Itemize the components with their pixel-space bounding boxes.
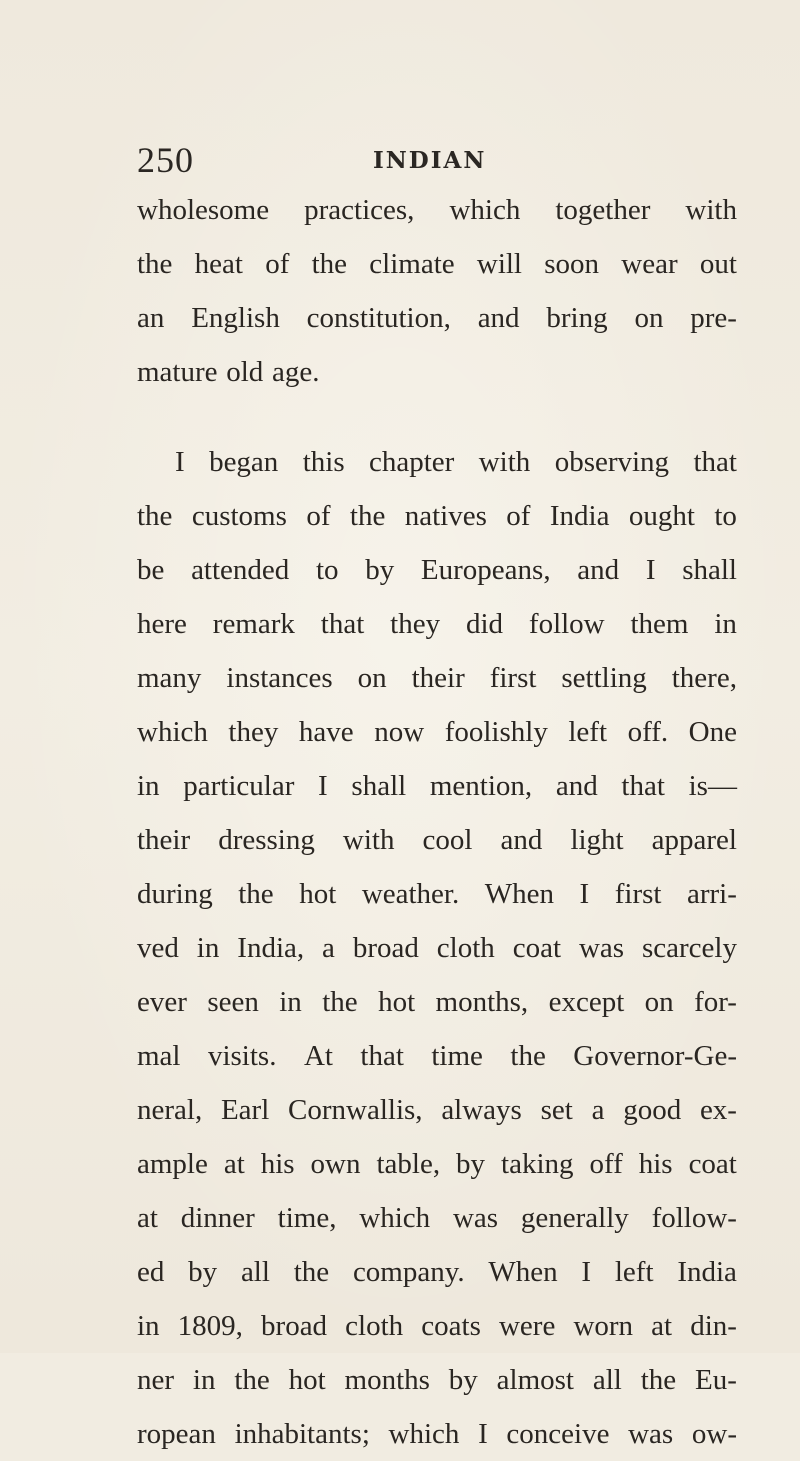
word: Cornwallis, (288, 1094, 423, 1126)
word: almost (496, 1364, 574, 1396)
word: ample (137, 1148, 208, 1180)
word: apparel (651, 824, 737, 856)
word: wholesome (137, 194, 270, 226)
word: seen (207, 986, 259, 1018)
text-line (137, 597, 737, 651)
text-line (137, 237, 737, 291)
word: follow- (651, 1202, 737, 1234)
word: At (303, 1040, 333, 1072)
word: to (714, 500, 737, 532)
word: his (260, 1148, 295, 1180)
word: the (311, 248, 348, 280)
word: din- (690, 1310, 737, 1342)
word: for- (694, 986, 737, 1018)
word: was (628, 1418, 674, 1450)
word: practices, (304, 194, 415, 226)
word: I (579, 878, 590, 910)
word: coats (421, 1310, 481, 1342)
text-line (137, 543, 737, 597)
word: all (240, 1256, 270, 1288)
word: constitution, (306, 302, 451, 334)
word: scarcely (641, 932, 737, 964)
word: hot (378, 986, 416, 1018)
word: is— (688, 770, 737, 802)
word: in (192, 1364, 216, 1396)
word: together (555, 194, 651, 226)
word: ex- (699, 1094, 737, 1126)
word: Governor-Ge- (573, 1040, 737, 1072)
text-line (137, 975, 737, 1029)
text-line (137, 291, 737, 345)
word: at (137, 1202, 158, 1234)
word: India, (237, 932, 305, 964)
paragraph-gap (137, 399, 737, 435)
word: coat (688, 1148, 737, 1180)
word: Earl (220, 1094, 270, 1126)
word: have (298, 716, 354, 748)
text-line (137, 813, 737, 867)
word: pre- (690, 302, 737, 334)
word: visits. (207, 1040, 277, 1072)
word: India (677, 1256, 737, 1288)
word: in (279, 986, 302, 1018)
word: settling (561, 662, 647, 694)
word: their (137, 824, 191, 856)
word: remark (212, 608, 295, 640)
word: hot (288, 1364, 326, 1396)
word: company. (352, 1256, 465, 1288)
word: mention, (429, 770, 533, 802)
word: in (137, 1310, 160, 1342)
word: with (685, 194, 737, 226)
word: wear (621, 248, 678, 280)
word: time, (277, 1202, 337, 1234)
word: that (360, 1040, 404, 1072)
word: English (191, 302, 280, 334)
word: India (549, 500, 610, 532)
word: this (302, 446, 345, 478)
text-line (137, 759, 737, 813)
word: they (228, 716, 279, 748)
text-line (137, 1191, 737, 1245)
word: age. (271, 356, 320, 388)
word: particular (183, 770, 295, 802)
word: observing (554, 446, 670, 478)
word: I (645, 554, 656, 586)
word: customs (191, 500, 287, 532)
word: I (175, 446, 185, 478)
text-line (137, 705, 737, 759)
word: his (638, 1148, 673, 1180)
word: by (365, 554, 395, 586)
word: which (388, 1418, 460, 1450)
word: cool (422, 824, 473, 856)
word: ner (137, 1364, 175, 1396)
word: the (137, 500, 173, 532)
text-line (137, 651, 737, 705)
word: shall (682, 554, 737, 586)
word: ropean (137, 1418, 216, 1450)
page-number: 250 (137, 140, 194, 180)
word: at (223, 1148, 245, 1180)
word: which (137, 716, 208, 748)
word: the (640, 1364, 677, 1396)
word: and (500, 824, 543, 856)
word: neral, (137, 1094, 203, 1126)
page-header (137, 140, 737, 184)
word: heat (194, 248, 243, 280)
word: worn (573, 1310, 634, 1342)
word: When (484, 878, 555, 910)
word: ever (137, 986, 187, 1018)
word: I (318, 770, 328, 802)
word: ed (137, 1256, 165, 1288)
word: began (209, 446, 279, 478)
word: which (359, 1202, 431, 1234)
word: their (411, 662, 465, 694)
word: off (589, 1148, 623, 1180)
word: generally (520, 1202, 629, 1234)
word: there, (671, 662, 737, 694)
word: table, (376, 1148, 441, 1180)
word: the (137, 248, 173, 280)
word: now (374, 716, 425, 748)
word: ved (137, 932, 179, 964)
word: that (693, 446, 737, 478)
word: I (581, 1256, 592, 1288)
word: cloth (345, 1310, 404, 1342)
text-line (137, 1029, 737, 1083)
word: and (577, 554, 620, 586)
text-line (137, 1245, 737, 1299)
word: during (137, 878, 213, 910)
word: Eu- (695, 1364, 737, 1396)
word: that (621, 770, 665, 802)
word: first (614, 878, 662, 910)
word: the (322, 986, 358, 1018)
text-line (137, 1353, 737, 1407)
word: follow (528, 608, 605, 640)
word: mal (137, 1040, 181, 1072)
word: dinner (180, 1202, 255, 1234)
word: ow- (691, 1418, 737, 1450)
paragraph-1 (137, 183, 737, 399)
word: in (196, 932, 220, 964)
word: the (234, 1364, 270, 1396)
word: here (137, 608, 187, 640)
word: always (441, 1094, 522, 1126)
word: chapter (369, 446, 455, 478)
word: to (315, 554, 339, 586)
word: first (489, 662, 537, 694)
word: that (320, 608, 365, 640)
word: conceive (506, 1418, 610, 1450)
word: did (465, 608, 504, 640)
word: which (449, 194, 521, 226)
word: the (293, 1256, 330, 1288)
word: shall (351, 770, 407, 802)
word: own (310, 1148, 361, 1180)
word: natives (404, 500, 487, 532)
word: months, (435, 986, 529, 1018)
word: of (306, 500, 331, 532)
text-line (137, 489, 737, 543)
word: the (238, 878, 274, 910)
word: the (349, 500, 386, 532)
word: a (322, 932, 335, 964)
word: soon (544, 248, 600, 280)
word: set (540, 1094, 573, 1126)
word: in (137, 770, 160, 802)
word: in (714, 608, 737, 640)
word: on (644, 986, 674, 1018)
word: was (452, 1202, 499, 1234)
word: weather. (361, 878, 460, 910)
word: cloth (436, 932, 495, 964)
word: an (137, 302, 165, 334)
word: with (478, 446, 531, 478)
text-line (137, 921, 737, 975)
word: they (390, 608, 441, 640)
word: inhabitants; (234, 1418, 370, 1450)
word: good (623, 1094, 682, 1126)
word: months (344, 1364, 430, 1396)
text-line (137, 183, 737, 237)
word: left (614, 1256, 654, 1288)
word: all (592, 1364, 622, 1396)
word: by (188, 1256, 218, 1288)
word: ought (628, 500, 695, 532)
word: left (568, 716, 608, 748)
word: of (506, 500, 531, 532)
word: Europeans, (420, 554, 551, 586)
word: will (476, 248, 522, 280)
word: off. (627, 716, 669, 748)
word: broad (352, 932, 419, 964)
word: the (510, 1040, 546, 1072)
word: on (634, 302, 664, 334)
word: on (357, 662, 387, 694)
word: instances (226, 662, 333, 694)
text-line (137, 1407, 737, 1461)
word: hot (299, 878, 337, 910)
word: except (548, 986, 625, 1018)
word: time (431, 1040, 483, 1072)
word: be (137, 554, 165, 586)
text-line (137, 1137, 737, 1191)
word: 1809, (177, 1310, 243, 1342)
word: light (570, 824, 624, 856)
word: One (688, 716, 737, 748)
word: broad (261, 1310, 328, 1342)
word: arri- (687, 878, 737, 910)
word: was (578, 932, 625, 964)
text-line (137, 1083, 737, 1137)
word: with (342, 824, 395, 856)
word: them (630, 608, 689, 640)
word: attended (191, 554, 290, 586)
word: at (651, 1310, 673, 1342)
word: out (699, 248, 737, 280)
word: I (478, 1418, 488, 1450)
word: many (137, 662, 202, 694)
running-head: INDIAN (373, 147, 487, 174)
text-line (137, 1299, 737, 1353)
text-line (137, 867, 737, 921)
word: by (448, 1364, 478, 1396)
word: coat (512, 932, 562, 964)
word: foolishly (444, 716, 548, 748)
word: bring (546, 302, 608, 334)
word: climate (369, 248, 455, 280)
word: dressing (218, 824, 315, 856)
word: of (265, 248, 290, 280)
paragraph-2 (137, 435, 737, 1461)
text-line (137, 435, 737, 489)
word: When (488, 1256, 558, 1288)
word: taking (501, 1148, 574, 1180)
body-text (137, 183, 737, 1461)
word: were (498, 1310, 556, 1342)
word: by (456, 1148, 486, 1180)
word: old (226, 356, 264, 388)
word: and (555, 770, 598, 802)
word: a (591, 1094, 605, 1126)
word: mature (137, 356, 218, 388)
text-line (137, 345, 737, 399)
word: and (477, 302, 520, 334)
